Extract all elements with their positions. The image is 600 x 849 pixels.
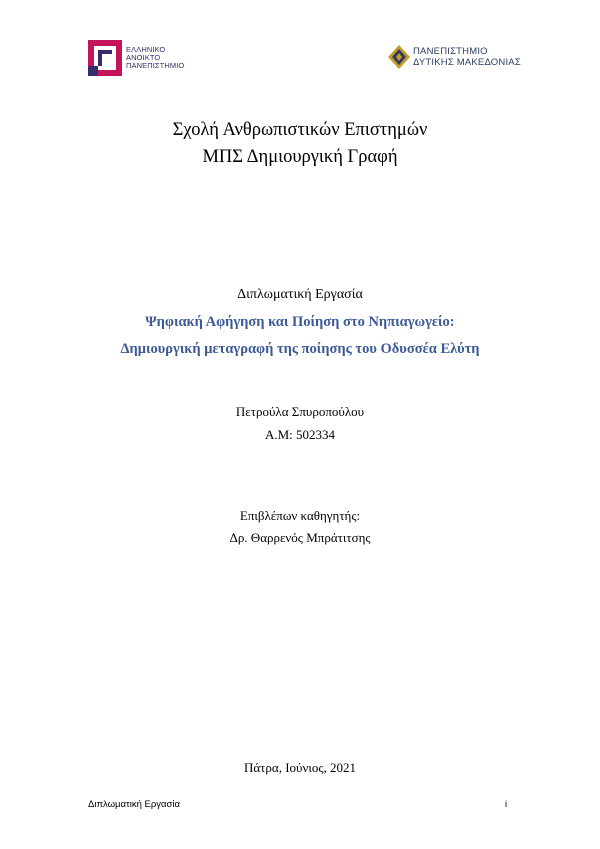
place-date: Πάτρα, Ιούνιος, 2021 bbox=[243, 760, 356, 775]
uowm-logo-mark-icon bbox=[388, 45, 410, 69]
supervisor-label: Επιβλέπων καθηγητής: bbox=[239, 508, 361, 523]
supervisor-name: Δρ. Θαρρενός Μπράτιτσης bbox=[229, 530, 371, 545]
eap-logo-line: ΕΛΛΗΝΙΚΟ bbox=[126, 45, 166, 54]
thesis-title-line-2: Δημιουργική μεταγραφή της ποίησης του Οδυσσέα Ελύτη bbox=[120, 341, 480, 357]
eap-logo bbox=[88, 40, 188, 76]
eap-logo-line: ΑΝΟΙΚΤΟ bbox=[126, 53, 161, 63]
uowm-logo-text bbox=[413, 47, 521, 68]
student-id: Α.Μ: 502334 bbox=[264, 427, 336, 442]
thesis-title-line-1: Ψηφιακή Αφήγηση και Ποίηση στο Νηπιαγωγείο: bbox=[145, 314, 455, 330]
author-name: Πετρούλα Σπυροπούλου bbox=[235, 404, 365, 419]
footer-document-type: Διπλωματική Εργασία bbox=[88, 799, 180, 810]
program-name: ΜΠΣ Δημιουργική Γραφή bbox=[202, 147, 398, 167]
uowm-logo-line: ΠΑΝΕΠΙΣΤΗΜΙΟ bbox=[413, 46, 488, 57]
uowm-logo bbox=[388, 45, 528, 71]
school-name: Σχολή Ανθρωπιστικών Επιστημών bbox=[172, 120, 428, 140]
uowm-logo-line: ΔΥΤΙΚΗΣ ΜΑΚΕΔΟΝΙΑΣ bbox=[413, 56, 521, 68]
eap-logo-mark-icon bbox=[88, 40, 122, 76]
document-type: Διπλωματική Εργασία bbox=[237, 287, 363, 302]
eap-logo-text bbox=[126, 46, 184, 71]
eap-logo-line: ΠΑΝΕΠΙΣΤΗΜΙΟ bbox=[126, 61, 185, 71]
footer-page-number: i bbox=[505, 799, 508, 810]
